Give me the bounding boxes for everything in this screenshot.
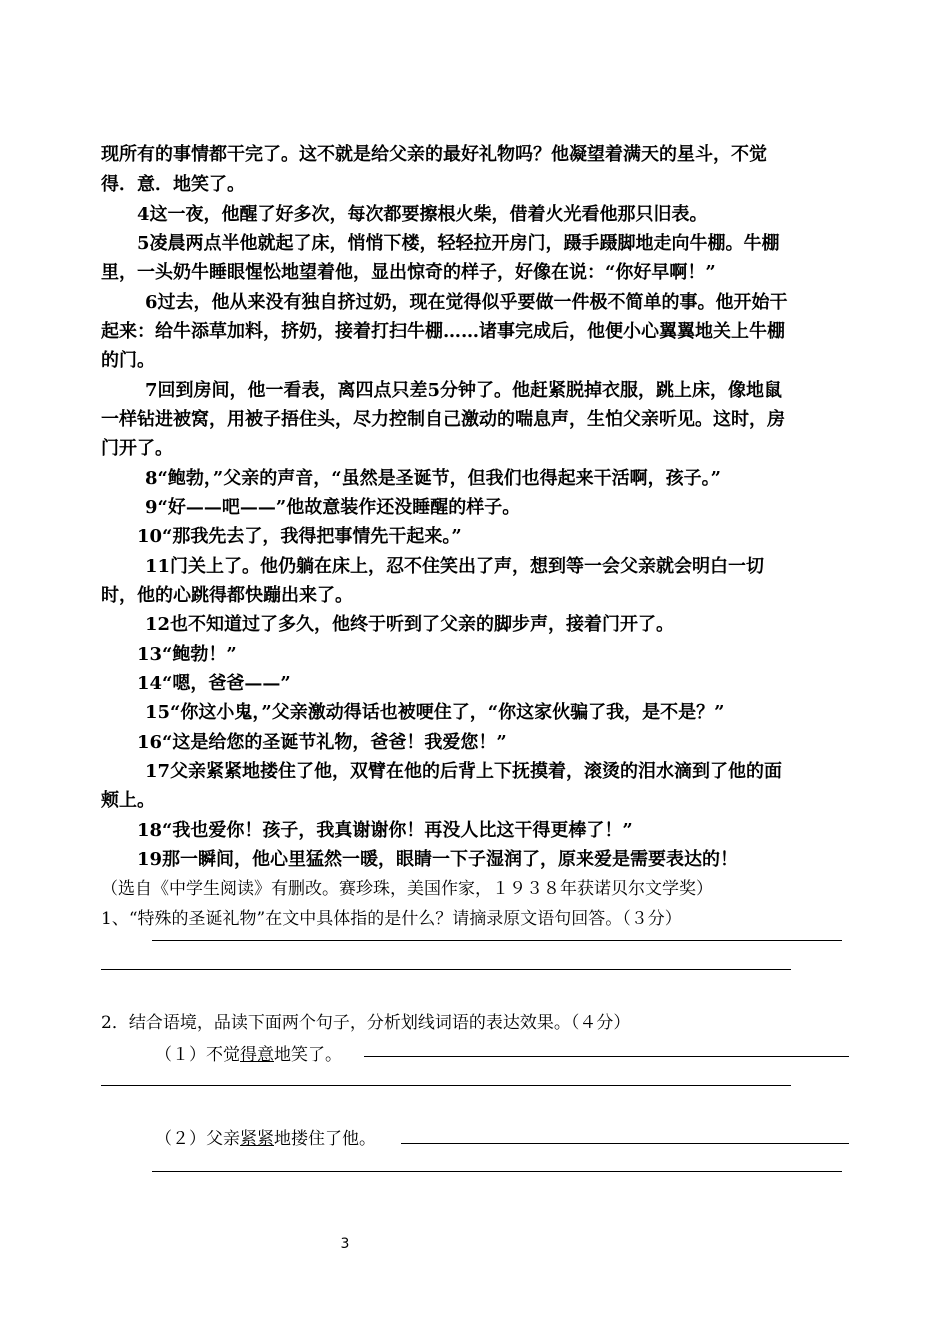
text-line: 一样钻进被窝，用被子捂住头，尽力控制自己激动的喘息声，生怕父亲听见。这时，房 [101,409,785,430]
q2-2-suffix: 地搂住了他。 [274,1129,376,1149]
text-line: 18“我也爱你！孩子，我真谢谢你！再没人比这干得更棒了！” [137,820,633,841]
page-number: 3 [340,1236,350,1252]
question-2: 2．结合语境，品读下面两个句子，分析划线词语的表达效果。（４分） [101,1013,631,1033]
text-line: 12也不知道过了多久，他终于听到了父亲的脚步声，接着门开了。 [145,614,675,635]
text-line: 19那一瞬间，他心里猛然一暖，眼睛一下子湿润了，原来爱是需要表达的！ [137,849,739,870]
text-line: 颊上。 [101,790,155,811]
text-line: 15“你这小鬼，”父亲激动得话也被哽住了，“你这家伙骗了我，是不是？” [145,702,725,723]
q2-2-prefix: （２）父亲 [155,1129,240,1149]
answer-line-q1-b[interactable] [101,969,791,970]
answer-line-q2-2-b[interactable] [152,1171,842,1172]
text-line: 5凌晨两点半他就起了床，悄悄下楼，轻轻拉开房门，蹑手蹑脚地走向牛棚。牛棚 [137,233,780,254]
text-line: 8“鲍勃，”父亲的声音，“虽然是圣诞节，但我们也得起来干活啊，孩子。” [145,468,721,489]
answer-line-q1-a[interactable] [152,940,842,941]
answer-line-q2-2-a[interactable] [401,1143,849,1144]
text-line: 4这一夜，他醒了好多次，每次都要擦根火柴，借着火光看他那只旧表。 [137,204,708,225]
text-line: 时，他的心跳得都快蹦出来了。 [101,585,353,606]
text-line: 起来：给牛添草加料，挤奶，接着打扫牛棚……诸事完成后，他便小心翼翼地关上牛棚 [101,321,785,342]
q2-1-prefix: （１）不觉 [155,1045,240,1065]
text-line: 17父亲紧紧地搂住了他，双臂在他的后背上下抚摸着，滚烫的泪水滴到了他的面 [145,761,783,782]
answer-line-q2-1-a[interactable] [364,1056,849,1057]
text-line: 的门。 [101,350,155,371]
question-2-1 [155,1043,342,1067]
text-line: 6过去，他从来没有独自挤过奶，现在觉得似乎要做一件极不简单的事。他开始干 [145,292,788,313]
text-line: 门开了。 [101,438,173,459]
text-line: 10“那我先去了，我得把事情先干起来。” [137,526,462,547]
text-line: 7回到房间，他一看表，离四点只差5分钟了。他赶紧脱掉衣服，跳上床，像地鼠 [145,380,783,401]
text-line: 得．意．地笑了。 [101,174,245,195]
answer-line-q2-1-b[interactable] [101,1085,791,1086]
text-line: 13“鲍勃！” [137,644,237,665]
text-line: 14“嗯，爸爸——” [137,673,291,694]
text-line: 16“这是给您的圣诞节礼物，爸爸！我爱您！” [137,732,507,753]
question-1: 1、“特殊的圣诞礼物”在文中具体指的是什么？请摘录原文语句回答。（３分） [101,909,682,929]
q2-1-underlined-word: 得意 [240,1045,274,1065]
text-line: 9“好——吧——”他故意装作还没睡醒的样子。 [145,497,521,518]
text-line: 11门关上了。他仍躺在床上，忍不住笑出了声，想到等一会父亲就会明白一切 [145,556,765,577]
q2-2-underlined-word: 紧紧 [240,1129,274,1149]
question-2-2 [155,1127,376,1151]
text-line: 现所有的事情都干完了。这不就是给父亲的最好礼物吗？他凝望着满天的星斗，不觉 [101,144,767,165]
q2-1-suffix: 地笑了。 [274,1045,342,1065]
source-note: （选自《中学生阅读》有删改。赛珍珠，美国作家，１９３８年获诺贝尔文学奖） [101,879,713,899]
text-line: 里，一头奶牛睡眼惺忪地望着他，显出惊奇的样子，好像在说：“你好早啊！” [101,262,716,283]
